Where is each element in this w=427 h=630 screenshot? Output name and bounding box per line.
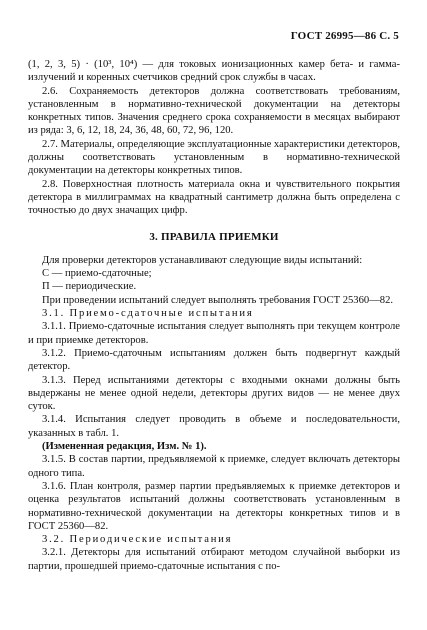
paragraph-3-1-3: 3.1.3. Перед испытаниями детекторы с входными окнами должны быть выдержаны не менее одной недели, детекторы других видов — не менее двух суток. <box>28 374 400 413</box>
paragraph-general-requirements: При проведении испытаний следует выполнять требования ГОСТ 25360—82. <box>42 294 394 306</box>
subsection-title-3-2-text: 3.2. Периодические испытания <box>42 534 233 546</box>
subsection-title-3-2 <box>28 533 400 546</box>
paragraph-2-7: 2.7. Материалы, определяющие эксплуатационные характеристики детекторов, должны соответствовать установленным в нормативно-технической документации на детекторы конкретных типов. <box>28 138 401 177</box>
paragraph-2-6: 2.6. Сохраняемость детекторов должна соответствовать требованиям, установленным в нормативно-технической документации на детекторы конкретных типов. Значения среднего срока сохраняемости в месяцах выбирают из ряда: 3, 6, 12, 18, 24, 36, 48, 60, 72, 96, 120. <box>28 85 400 137</box>
test-type-acceptance: С — приемо-сдаточные; <box>42 268 152 280</box>
section-title: 3. ПРАВИЛА ПРИЕМКИ <box>149 230 279 243</box>
test-type-periodic: П — периодические. <box>42 281 137 293</box>
paragraph-3-1-1: 3.1.1. Приемо-сдаточные испытания следует выполнять при текущем контроле и при приемке детекторов. <box>28 321 400 346</box>
subsection-title-3-1-text: 3.1. Приемо-сдаточные испытания <box>42 308 254 320</box>
paragraph-2-8: 2.8. Поверхностная плотность материала окна и чувствительного покрытия детектора в миллиграммах на квадратный сантиметр должна быть определена с точностью до двух значащих цифр. <box>28 178 400 217</box>
paragraph-3-1-5: 3.1.5. В состав партии, предъявляемой к приемке, следует включать детекторы одного типа. <box>28 454 400 479</box>
amendment-note: (Измененная редакция, Изм. № 1). <box>42 441 207 453</box>
paragraph-3-1-2: 3.1.2. Приемо-сдаточным испытаниям должен быть подвергнут каждый детектор. <box>28 347 400 373</box>
paragraph-3-1-6: 3.1.6. План контроля, размер партии предъявляемых к приемке детекторов и оценка результатов испытаний должны соответствовать установленным в нормативно-технической документации на детекторы конкретных типов и в ГОСТ 25360—82. <box>28 480 400 532</box>
paragraph-3-1-4: 3.1.4. Испытания следует проводить в объеме и последовательности, указанных в табл. 1. <box>28 414 400 439</box>
section-intro: Для проверки детекторов устанавливают следующие виды испытаний: <box>42 254 363 266</box>
page-header: ГОСТ 26995—86 С. 5 <box>290 30 399 42</box>
document-body <box>28 58 400 573</box>
subsection-title-3-1 <box>28 307 400 320</box>
paragraph-service-life: (1, 2, 3, 5) · (10³, 10⁴) — для токовых ионизационных камер бета- и гамма-излучений и коренных счетчиков средний срок службы в часах. <box>28 59 400 84</box>
paragraph-3-2-1: 3.2.1. Детекторы для испытаний отбирают методом случайной выборки из партии, прошедшей приемо-сдаточные испытания с по- <box>28 547 400 572</box>
